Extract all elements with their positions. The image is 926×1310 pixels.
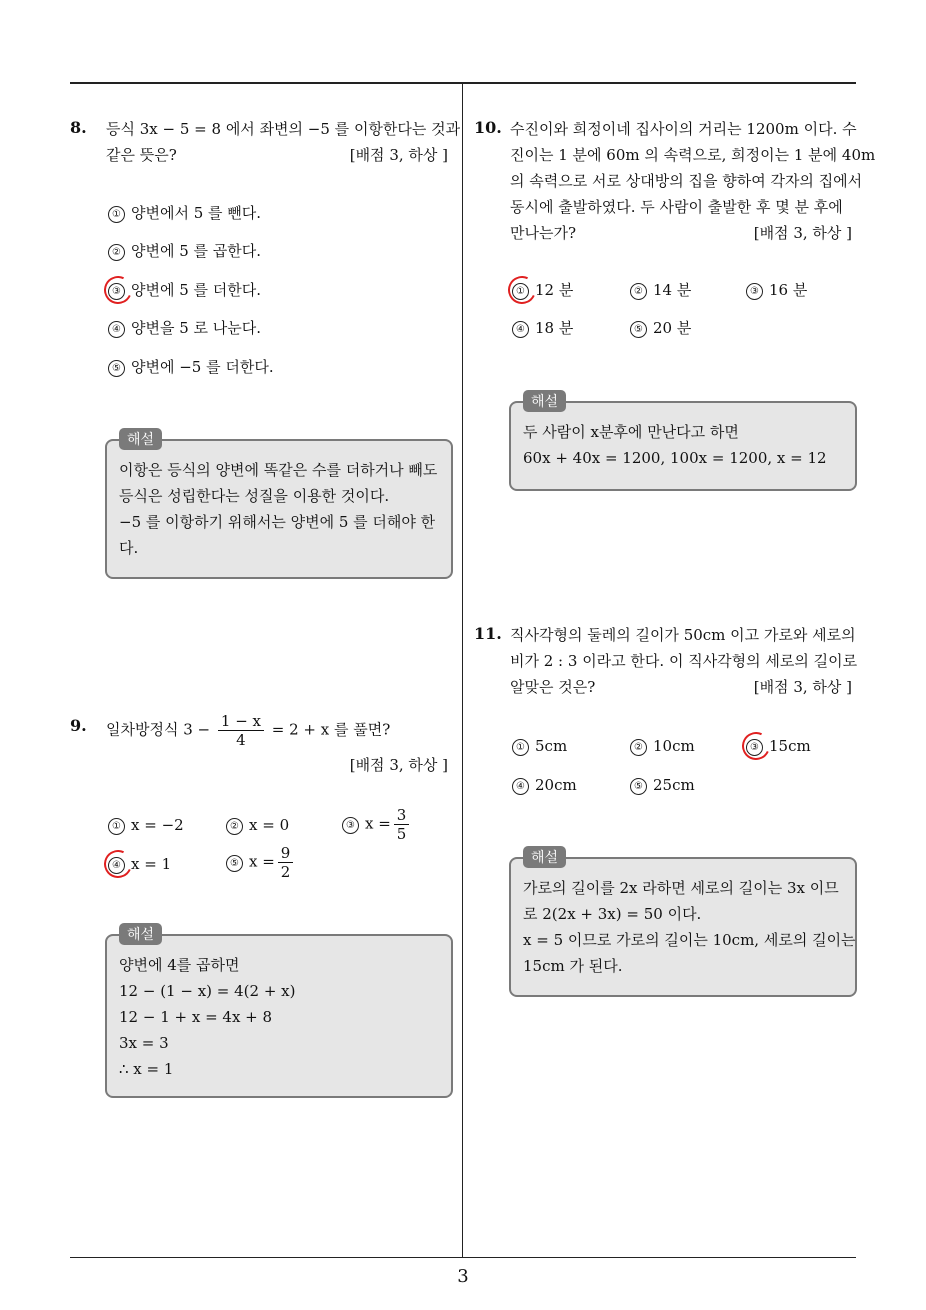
explanation-line: 두 사람이 x분후에 만난다고 하면 — [523, 423, 739, 441]
explanation-box — [105, 927, 453, 1098]
answer-mark — [100, 846, 136, 882]
explanation-line: 12 − (1 − x) = 4(2 + x) — [119, 982, 296, 1000]
question-text: 수진이와 희정이네 집사이의 거리는 1200m 이다. 수 — [510, 120, 857, 138]
option-2[interactable]: ② 14 분 — [630, 279, 691, 301]
option-4[interactable]: ④ 양변을 5 로 나눈다. — [108, 317, 261, 339]
top-rule — [70, 82, 856, 84]
option-number: ④ — [108, 321, 125, 338]
answer-mark — [100, 272, 136, 308]
option-4[interactable]: ④ 18 분 — [512, 317, 573, 339]
question-number: 9. — [70, 716, 87, 735]
question-text: 직사각형의 둘레의 길이가 50cm 이고 가로와 세로의 — [510, 626, 856, 644]
explanation-box — [105, 432, 453, 579]
explanation-line: 60x + 40x = 1200, 100x = 1200, x = 12 — [523, 449, 827, 467]
option-3[interactable]: ③ 양변에 5 를 더한다. — [108, 279, 261, 301]
question-text: 의 속력으로 서로 상대방의 집을 향하여 각자의 집에서 — [510, 172, 863, 190]
option-number: ⑤ — [108, 360, 125, 377]
explanation-line: 다. — [119, 539, 139, 557]
score: [배점 3, 하상 ] — [753, 678, 852, 696]
option-3[interactable]: ③ 15cm — [746, 735, 811, 757]
question-8 — [70, 116, 461, 586]
explanation-line: −5 를 이항하기 위해서는 양변에 5 를 더해야 한 — [119, 513, 436, 531]
explanation-line: 가로의 길이를 2x 라하면 세로의 길이는 3x 이므 — [523, 879, 839, 897]
fraction: $\frac{9}{2}$ — [278, 844, 294, 881]
question-text: 일차방정식 3 − $\frac{1 - x}{4}$ = 2 + x 를 풀면? — [106, 712, 391, 749]
explanation-tab: 해설 — [523, 390, 566, 412]
question-number: 8. — [70, 118, 87, 137]
question-text: 진이는 1 분에 60m 의 속력으로, 희정이는 1 분에 40m — [510, 146, 876, 164]
question-text: 같은 뜻은? — [106, 146, 177, 164]
answer-mark — [738, 728, 774, 764]
answer-mark — [504, 272, 540, 308]
score: [배점 3, 하상 ] — [349, 756, 448, 774]
question-text: 동시에 출발하였다. 두 사람이 출발한 후 몇 분 후에 — [510, 198, 843, 216]
option-2[interactable]: ② 양변에 5 를 곱한다. — [108, 240, 261, 262]
option-5[interactable]: ⑤ 양변에 −5 를 더한다. — [108, 356, 274, 378]
score: [배점 3, 하상 ] — [753, 224, 852, 242]
option-1[interactable]: ① 5cm — [512, 735, 567, 757]
option-5[interactable]: ⑤ x = $\frac{9}{2}$ — [226, 844, 296, 881]
explanation-box — [509, 850, 857, 997]
explanation-line: 로 2(2x + 3x) = 50 이다. — [523, 905, 702, 923]
option-3[interactable]: ③ x = $\frac{3}{5}$ — [342, 806, 412, 843]
question-text: 알맞은 것은? — [510, 678, 596, 696]
question-number: 10. — [474, 118, 502, 137]
question-text: 등식 3x − 5 = 8 에서 좌변의 −5 를 이항한다는 것과 — [106, 120, 461, 138]
option-1[interactable]: ① 12 분 — [512, 279, 573, 301]
question-11 — [474, 622, 864, 1002]
option-number: ① — [108, 206, 125, 223]
option-2[interactable]: ② x = 0 — [226, 814, 289, 836]
explanation-tab: 해설 — [523, 846, 566, 868]
option-number: ③ — [108, 283, 125, 300]
page-number: 3 — [457, 1266, 469, 1287]
fraction: $\frac{3}{5}$ — [394, 806, 410, 843]
explanation-line: 양변에 4를 곱하면 — [119, 956, 240, 974]
score: [배점 3, 하상 ] — [349, 146, 448, 164]
option-5[interactable]: ⑤ 20 분 — [630, 317, 691, 339]
explanation-line: 15cm 가 된다. — [523, 957, 623, 975]
question-10 — [474, 116, 876, 496]
explanation-line: 12 − 1 + x = 4x + 8 — [119, 1008, 273, 1026]
option-4[interactable]: ④ x = 1 — [108, 853, 171, 875]
explanation-line: 등식은 성립한다는 성질을 이용한 것이다. — [119, 487, 390, 505]
fraction: $\frac{1 - x}{4}$ — [218, 712, 264, 749]
explanation-line: ∴ x = 1 — [119, 1060, 174, 1078]
option-1[interactable]: ① x = −2 — [108, 814, 184, 836]
explanation-tab: 해설 — [119, 923, 162, 945]
explanation-box — [509, 394, 857, 491]
option-number: ② — [108, 244, 125, 261]
explanation-line: 3x = 3 — [119, 1034, 169, 1052]
option-2[interactable]: ② 10cm — [630, 735, 695, 757]
option-1[interactable]: ① 양변에서 5 를 뺀다. — [108, 202, 261, 224]
column-divider — [462, 82, 463, 1258]
question-number: 11. — [474, 624, 502, 643]
option-4[interactable]: ④ 20cm — [512, 774, 577, 796]
explanation-tab: 해설 — [119, 428, 162, 450]
option-5[interactable]: ⑤ 25cm — [630, 774, 695, 796]
question-text: 비가 2 : 3 이라고 한다. 이 직사각형의 세로의 길이로 — [510, 652, 858, 670]
question-text: 만나는가? — [510, 224, 577, 242]
explanation-line: 이항은 등식의 양변에 똑같은 수를 더하거나 빼도 — [119, 461, 438, 479]
bottom-rule — [70, 1257, 856, 1258]
explanation-line: x = 5 이므로 가로의 길이는 10cm, 세로의 길이는 — [523, 931, 856, 949]
question-9 — [70, 710, 456, 1110]
option-3[interactable]: ③ 16 분 — [746, 279, 807, 301]
